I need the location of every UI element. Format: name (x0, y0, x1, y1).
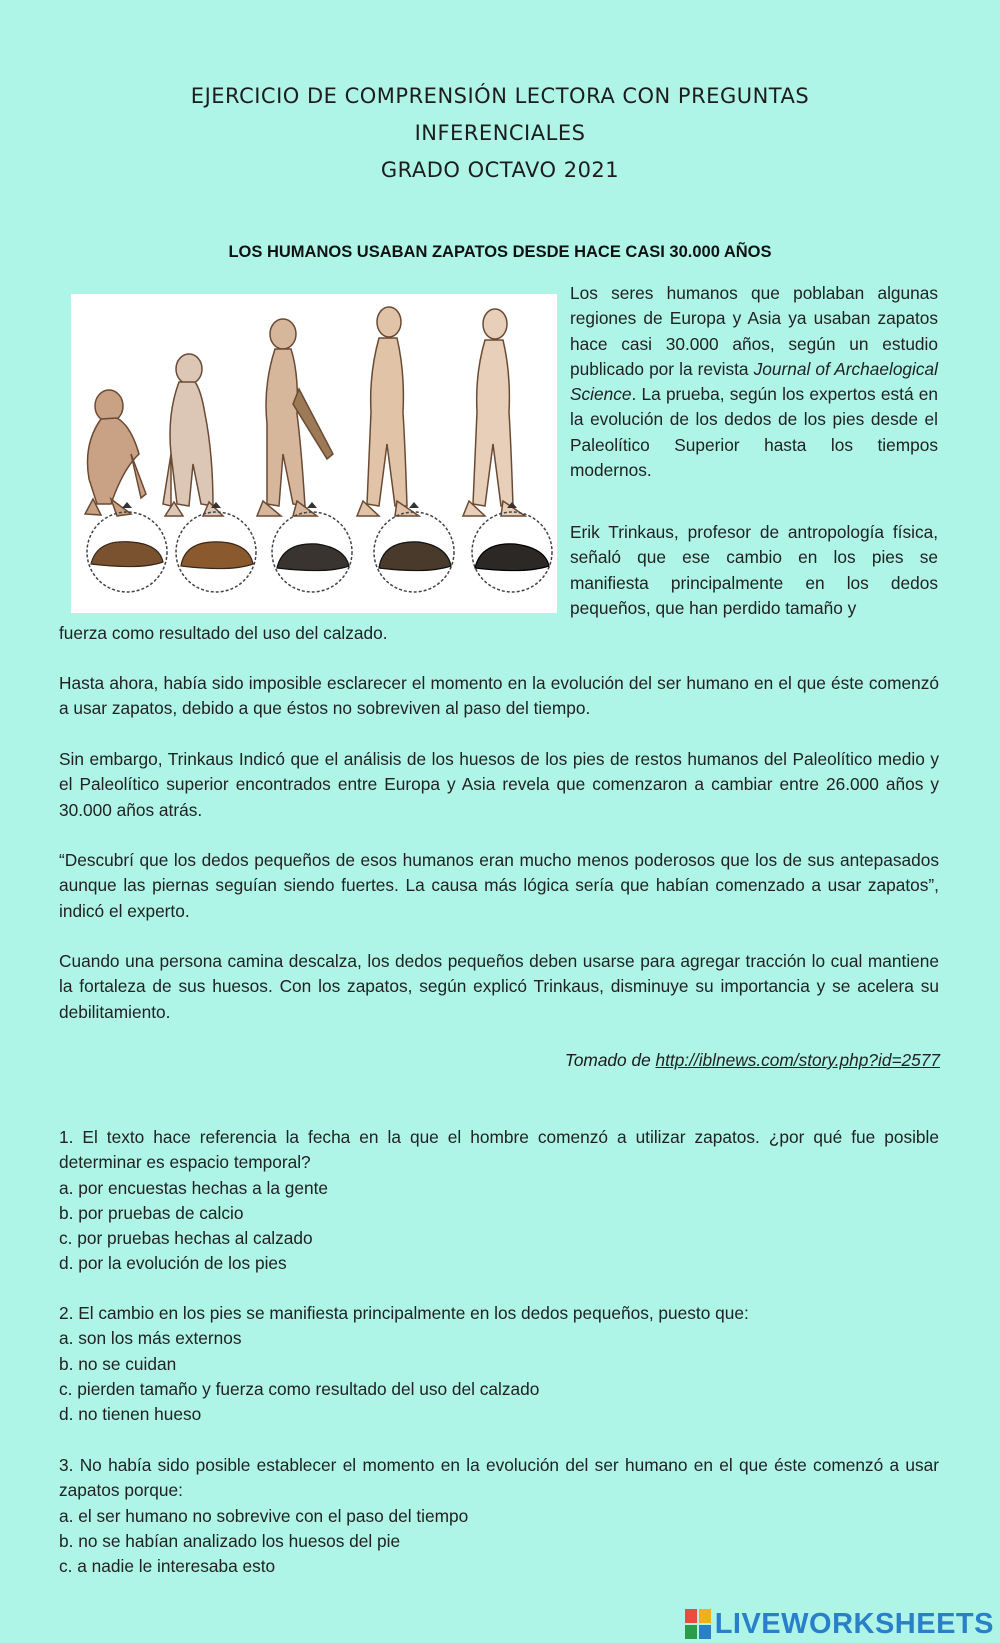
paragraph-5: “Descubrí que los dedos pequeños de esos humanos eran mucho menos poderosos que los de sus antepasados aunque las piernas seguían siendo fuertes. La causa más lógica sería que habían comenzado a usar zapatos”, indicó el experto. (59, 850, 939, 921)
question-3-option-c[interactable]: c. a nadie le interesaba esto (59, 1556, 276, 1577)
paragraph-1-text-a: Los seres humanos que poblaban algunas regiones de Europa y Asia ya usaban zapatos hace casi 30.000 años, según un estudio publicado por la revista (570, 283, 938, 379)
liveworksheets-logo-icon (685, 1609, 711, 1639)
question-3-option-b[interactable]: b. no se habían analizado los huesos del pie (59, 1530, 401, 1551)
question-1-option-d[interactable]: d. por la evolución de los pies (59, 1253, 287, 1274)
header-line-2: INFERENCIALES (414, 121, 586, 145)
question-3-option-a[interactable]: a. el ser humano no sobrevive con el paso del tiempo (59, 1505, 469, 1526)
question-2-option-c[interactable]: c. pierden tamaño y fuerza como resultado del uso del calzado (59, 1378, 540, 1399)
question-1 (59, 1125, 939, 1277)
header-line-3: GRADO OCTAVO 2021 (380, 158, 620, 182)
liveworksheets-logo-text: LIVEWORKSHEETS (714, 1607, 994, 1640)
question-2-stem: 2. El cambio en los pies se manifiesta principalmente en los dedos pequeños, puesto que: (59, 1303, 749, 1323)
source-prefix: Tomado de (564, 1050, 656, 1070)
question-1-stem: 1. El texto hace referencia la fecha en la que el hombre comenzó a utilizar zapatos. ¿por qué fue posible determinar es espacio temporal? (59, 1127, 939, 1173)
evolution-illustration (71, 294, 557, 613)
paragraph-2-top: Erik Trinkaus, profesor de antropología física, señaló que ese cambio en los pies se manifiesta principalmente en los dedos pequeños, que han perdido tamaño y (570, 522, 938, 618)
liveworksheets-logo (685, 1608, 994, 1640)
question-1-option-a[interactable]: a. por encuestas hechas a la gente (59, 1177, 329, 1198)
source-citation (565, 1050, 940, 1071)
paragraph-4: Sin embargo, Trinkaus Indicó que el análisis de los huesos de los pies de restos humanos del Paleolítico medio y el Paleolítico superior encontrados entre Europa y Asia revela que comenzaron a cambiar entre 26.000 años y 30.000 años atrás. (59, 749, 939, 820)
question-2-option-d[interactable]: d. no tienen hueso (59, 1404, 202, 1425)
question-1-option-b[interactable]: b. por pruebas de calcio (59, 1202, 244, 1223)
evolution-figure-svg (71, 294, 557, 613)
source-link[interactable]: http://iblnews.com/story.php?id=2577 (655, 1050, 940, 1070)
question-3 (59, 1453, 939, 1579)
question-2-option-b[interactable]: b. no se cuidan (59, 1353, 177, 1374)
question-1-option-c[interactable]: c. por pruebas hechas al calzado (59, 1228, 313, 1249)
paragraph-1-text-b: . La prueba, según los expertos está en la evolución de los dedos de los pies desde el Paleolítico Superior hasta los tiempos modernos. (570, 384, 938, 481)
paragraph-6: Cuando una persona camina descalza, los dedos pequeños deben usarse para agregar tracción lo cual mantiene la fortaleza de sus huesos. Con los zapatos, según explicó Trinkaus, disminuye su importancia y se acelera su debilitamiento. (59, 951, 939, 1022)
question-2 (59, 1301, 939, 1427)
article-title: LOS HUMANOS USABAN ZAPATOS DESDE HACE CASI 30.000 AÑOS (228, 243, 772, 261)
header-line-1: EJERCICIO DE COMPRENSIÓN LECTORA CON PREGUNTAS (190, 84, 810, 108)
paragraph-1 (570, 281, 938, 483)
question-2-option-a[interactable]: a. son los más externos (59, 1328, 242, 1349)
paragraph-3: Hasta ahora, había sido imposible esclarecer el momento en la evolución del ser humano en el que éste comenzó a usar zapatos, debido a que éstos no sobreviven al paso del tiempo. (59, 673, 939, 719)
question-3-stem: 3. No había sido posible establecer el momento en la evolución del ser humano en el que éste comenzó a usar zapatos porque: (59, 1455, 939, 1501)
paragraph-2-bottom: fuerza como resultado del uso del calzado. (59, 623, 388, 643)
journal-name: Journal of Archaelogical Science (570, 358, 938, 405)
